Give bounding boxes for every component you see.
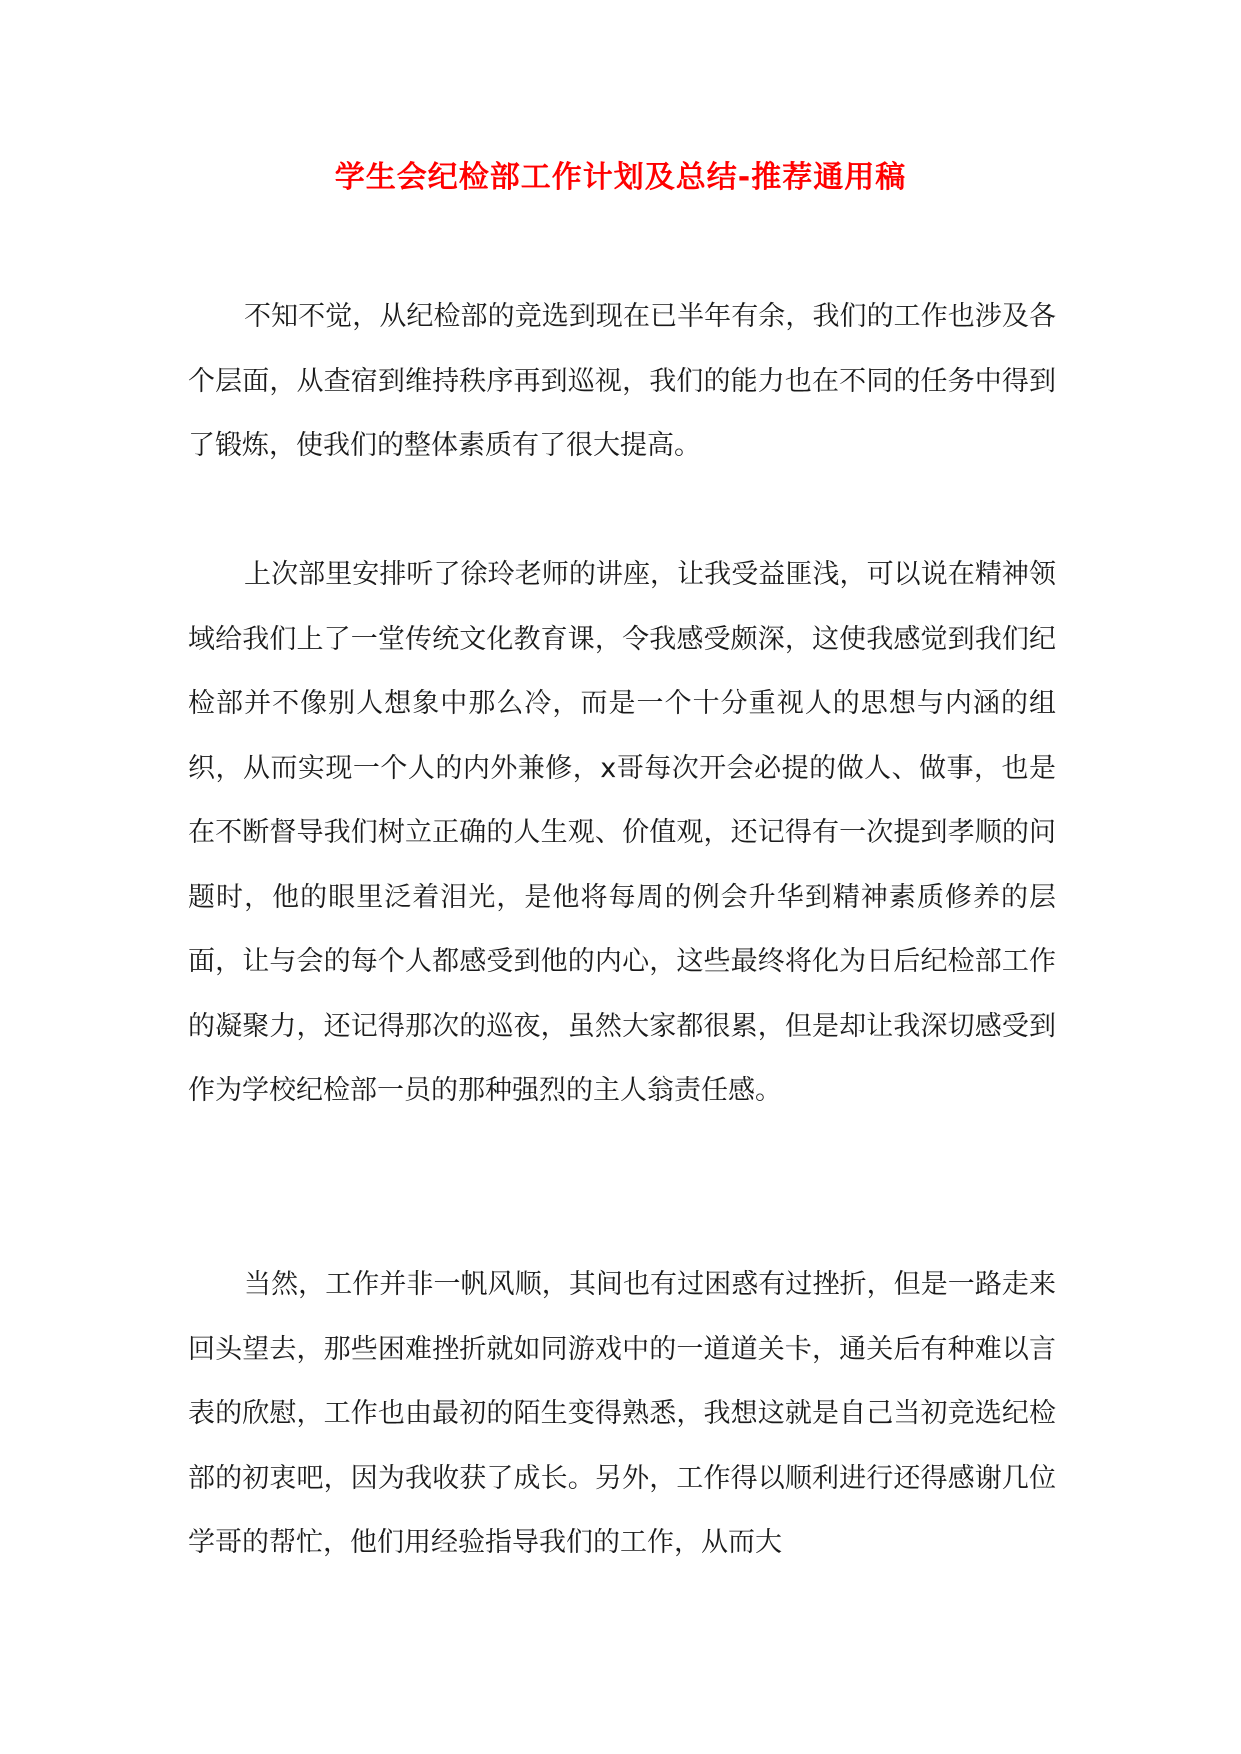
paragraph-2: 上次部里安排听了徐玲老师的讲座，让我受益匪浅，可以说在精神领域给我们上了一堂传统文化教育课，令我感受颇深，这使我感觉到我们纪检部并不像别人想象中那么冷，而是一个十分重视人的思想与内涵的组织，从而实现一个人的内外兼修，x哥每次开会必提的做人、做事，也是在不断督导我们树立正确的人生观、价值观，还记得有一次提到孝顺的问题时，他的眼里泛着泪光，是他将每周的例会升华到精神素质修养的层面，让与会的每个人都感受到他的内心，这些最终将化为日后纪检部工作的凝聚力，还记得那次的巡夜，虽然大家都很累，但是却让我深切感受到作为学校纪检部一员的那种强烈的主人翁责任感。 [188, 559, 1056, 1106]
paragraph-1: 不知不觉，从纪检部的竞选到现在已半年有余，我们的工作也涉及各个层面，从查宿到维持秩序再到巡视，我们的能力也在不同的任务中得到了锻炼，使我们的整体素质有了很大提高。 [188, 301, 1056, 461]
paragraph-3: 当然，工作并非一帆风顺，其间也有过困惑有过挫折，但是一路走来回头望去，那些困难挫折就如同游戏中的一道道关卡，通关后有种难以言表的欣慰，工作也由最初的陌生变得熟悉，我想这就是自己当初竞选纪检部的初衷吧，因为我收获了成长。另外，工作得以顺利进行还得感谢几位学哥的帮忙，他们用经验指导我们的工作，从而大 [188, 1269, 1056, 1558]
document-title: 学生会纪检部工作计划及总结-推荐通用稿 [334, 160, 907, 195]
